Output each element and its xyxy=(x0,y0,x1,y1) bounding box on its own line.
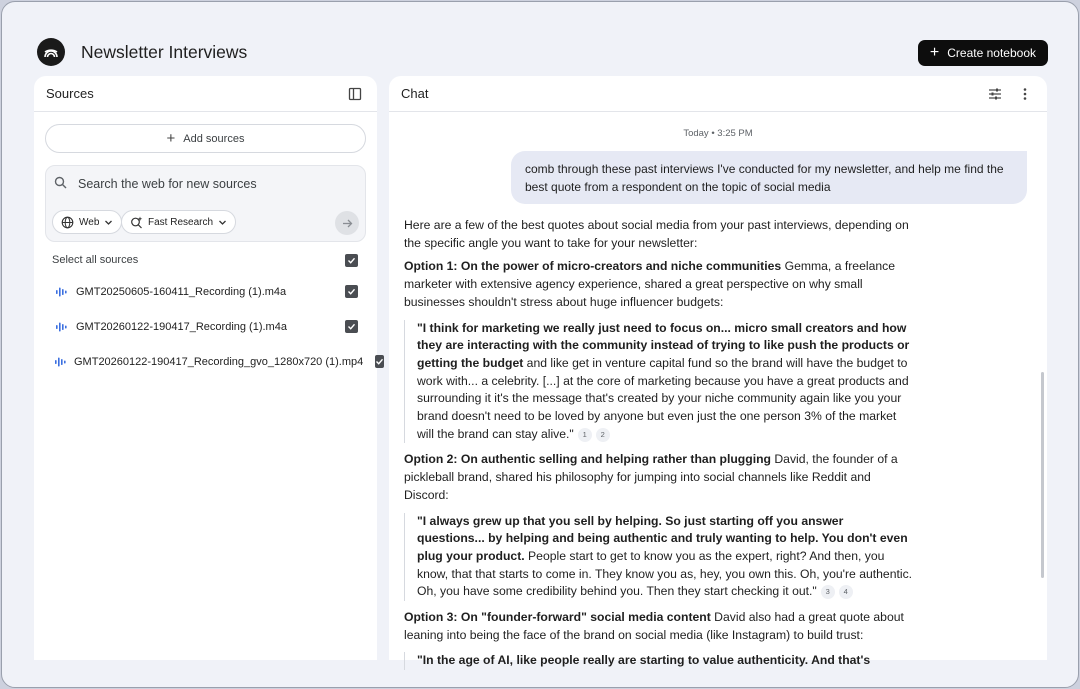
chat-panel xyxy=(389,76,1047,668)
select-all-label: Select all sources xyxy=(52,254,139,266)
more-options-icon[interactable] xyxy=(1015,84,1035,104)
message-timestamp: Today • 3:25 PM xyxy=(683,128,753,139)
select-all-row[interactable] xyxy=(34,251,377,269)
notebook-title[interactable]: Newsletter Interviews xyxy=(81,42,248,62)
app-window xyxy=(1,1,1079,688)
collapse-panel-icon[interactable] xyxy=(345,84,365,104)
sources-header xyxy=(34,76,377,112)
source-item[interactable] xyxy=(34,274,377,309)
option-heading: Option 2: On authentic selling and helping rather than plugging xyxy=(404,452,771,467)
option-context: David, the founder of a pickleball brand, shared his philosophy for jumping into social channels like Reddit and Discord: xyxy=(404,452,898,502)
option-paragraph xyxy=(404,609,914,644)
quote-block xyxy=(404,320,914,444)
chevron-down-icon xyxy=(104,218,113,227)
user-message: comb through these past interviews I've conducted for my newsletter, and help me find the best quote from a respondent on the topic of social media xyxy=(511,151,1027,204)
submit-arrow-icon[interactable] xyxy=(335,211,359,235)
quote-bold: "I always grew up that you sell by helping. So just starting off you answer questions... by helping and being authentic and truly wanting to help. You don't even plug your product. xyxy=(417,513,908,563)
plus-icon: + xyxy=(166,130,176,147)
chat-body xyxy=(389,112,1047,668)
checkmark-icon xyxy=(347,322,356,331)
web-source-dropdown[interactable] xyxy=(52,210,122,234)
sparkle-search-icon xyxy=(130,216,143,229)
source-name: GMT20260122-190417_Recording (1).m4a xyxy=(76,320,287,333)
source-checkbox[interactable] xyxy=(345,285,358,298)
web-chip-label: Web xyxy=(79,216,100,228)
citation-badge[interactable]: 3 xyxy=(821,585,835,599)
checkmark-icon xyxy=(375,357,384,366)
create-notebook-label: Create notebook xyxy=(947,46,1036,60)
create-notebook-button[interactable] xyxy=(918,40,1048,66)
source-item[interactable] xyxy=(34,344,377,379)
quote-block xyxy=(404,513,914,602)
notebook-logo-icon[interactable] xyxy=(37,38,65,66)
option-heading: Option 3: On "founder-forward" social media content xyxy=(404,610,711,625)
option-context: David also had a great quote about leaning into being the face of the brand on social media (like Instagram) to build trust: xyxy=(404,610,904,642)
select-all-checkbox[interactable] xyxy=(345,254,358,267)
sources-panel xyxy=(34,76,377,660)
globe-icon xyxy=(61,216,74,229)
plus-icon: + xyxy=(929,44,940,61)
top-bar xyxy=(2,2,1078,76)
citation-badge[interactable]: 2 xyxy=(596,428,610,442)
quote-bold: "I think for marketing we really just need to focus on... micro small creators and how they are interacting with the community instead of trying to like push the products or getting the budget xyxy=(417,320,910,370)
quote-bold: "In the age of AI, like people really are starting to value authenticity. And that's xyxy=(417,653,871,668)
response-intro: Here are a few of the best quotes about social media from your past interviews, depending on the specific angle you want to take for your newsletter: xyxy=(404,218,909,250)
add-sources-button[interactable] xyxy=(45,124,366,153)
audio-wave-icon xyxy=(54,356,66,368)
checkmark-icon xyxy=(347,256,356,265)
source-checkbox[interactable] xyxy=(345,320,358,333)
quote-block xyxy=(404,652,914,670)
research-chip-label: Fast Research xyxy=(148,216,214,228)
audio-wave-icon xyxy=(54,321,68,333)
option-paragraph xyxy=(404,258,914,311)
sources-title: Sources xyxy=(46,86,94,101)
add-sources-label: Add sources xyxy=(183,132,245,145)
quote-text: and like get in venture capital fund so the brand will have the budget to work with... a celebrity. [...] at the core of marketing because you have a great products and surrounding it it's the message that's created by your niche community again like you your brand doesn't need to be loved by anyone but even just the one person 3% of the market will the brand can stay alive." xyxy=(417,355,909,441)
chat-header xyxy=(389,76,1047,112)
assistant-response xyxy=(404,217,914,678)
option-paragraph xyxy=(404,451,914,504)
checkmark-icon xyxy=(347,287,356,296)
chat-title: Chat xyxy=(401,86,429,101)
web-search-box xyxy=(45,165,366,242)
chevron-down-icon xyxy=(218,218,227,227)
tune-settings-icon[interactable] xyxy=(985,84,1005,104)
chat-scrollbar[interactable] xyxy=(1041,372,1044,578)
source-name: GMT20250605-160411_Recording (1).m4a xyxy=(76,285,287,298)
quote-text: People start to get to know you as the expert, right? And then, you know, that that starts to come in. They know you as, hey, you own this. Oh, you're authentic. Oh, you have some credibility behind you. Then they start checking it out." xyxy=(417,548,913,599)
citation-badge[interactable]: 1 xyxy=(578,428,592,442)
option-context: Gemma, a freelance marketer with extensive agency experience, shared a great perspective on why small businesses shouldn't stress about huge influencer budgets: xyxy=(404,259,896,309)
audio-wave-icon xyxy=(54,286,68,298)
option-heading: Option 1: On the power of micro-creators and niche communities xyxy=(404,259,782,274)
search-icon xyxy=(54,176,67,194)
source-item[interactable] xyxy=(34,309,377,344)
source-name: GMT20260122-190417_Recording_gvo_1280x720 (1).mp4 xyxy=(74,355,364,368)
citation-badge[interactable]: 4 xyxy=(839,585,853,599)
research-mode-dropdown[interactable] xyxy=(121,210,236,234)
source-checkbox[interactable] xyxy=(375,355,384,368)
web-search-input[interactable] xyxy=(78,174,348,194)
